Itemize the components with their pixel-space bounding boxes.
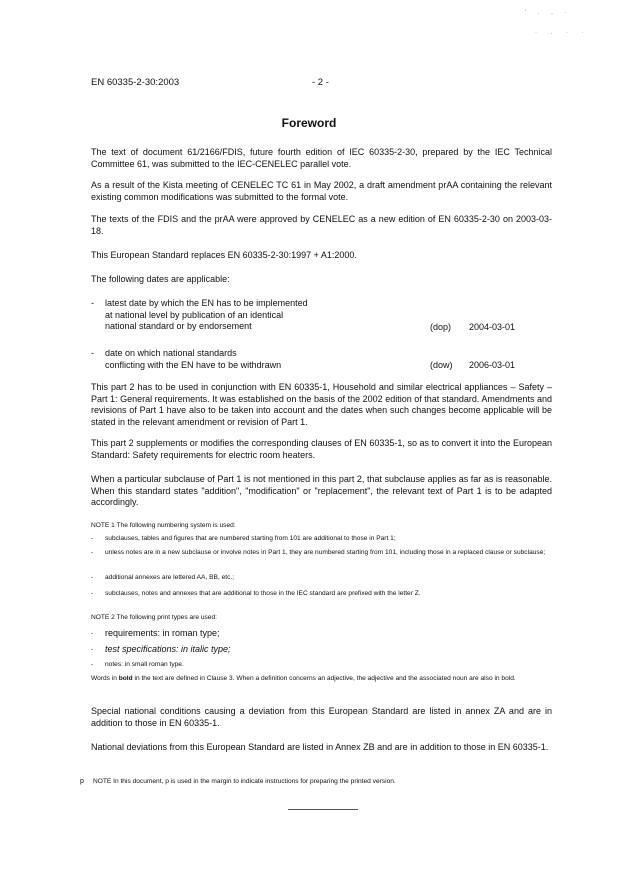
words-note-bold: bold: [118, 675, 133, 682]
words-in-bold-note: [91, 675, 556, 684]
note-1-label: NOTE 1 The following numbering system is used:: [91, 522, 236, 529]
note-2-label: NOTE 2 The following print types are used:: [91, 614, 217, 621]
date-value: 2006-03-01: [469, 360, 516, 370]
margin-letter: p: [80, 778, 84, 785]
paragraph: As a result of the Kista meeting of CENELEC TC 61 in May 2002, a draft amendment prAA containing the relevant existing common modifications was submitted to the formal vote.: [91, 180, 552, 202]
paragraph: This European Standard replaces EN 60335-2-30:1997 + A1:2000.: [91, 250, 357, 260]
note-item-notes: notes: in small roman type.: [105, 661, 184, 668]
list-item-line: date on which national standards: [105, 348, 237, 358]
list-dash: -: [91, 348, 94, 358]
list-item-line: national standard or by endorsement: [105, 321, 252, 332]
note-dash: -: [91, 630, 94, 637]
page-title: Foreword: [281, 116, 337, 130]
header-doc-id: EN 60335-2-30:2003: [91, 77, 180, 88]
words-note-prefix: Words in: [91, 675, 119, 682]
paragraph: When a particular subclause of Part 1 is not mentioned in this part 2, that subclause applies as far as is reasonable. When this standard states "addition", "modification" or "replacement", the relevant text of Part 1 is to be adapted accordingly.: [91, 474, 552, 508]
scan-specks: ' . , ·: [525, 10, 572, 16]
paragraph: National deviations from this European Standard are listed in Annex ZB and are in addition to those in EN 60335-1.: [91, 742, 549, 752]
date-code: (dop): [430, 322, 452, 332]
list-item-line: latest date by which the EN has to be implemented: [105, 298, 308, 308]
note-dash: -: [91, 574, 94, 581]
note-dash: -: [91, 646, 94, 653]
list-item: [105, 298, 308, 333]
note-dash: -: [91, 535, 94, 542]
final-note: NOTE In this document, p is used in the margin to indicate instructions for preparing the printed version.: [93, 778, 396, 785]
note-dash: -: [91, 590, 94, 597]
list-item-line: conflicting with the EN have to be withdrawn: [105, 359, 282, 370]
note-item-requirements: requirements: in roman type;: [105, 628, 220, 638]
scan-specks: · . · ·: [535, 30, 590, 36]
note-item: subclauses, tables and figures that are numbered starting from 101 are additional to those in Part 1;: [105, 535, 396, 542]
note-item-tests: test specifications: in italic type;: [105, 644, 231, 654]
list-item-line: at national level by publication of an identical: [105, 309, 284, 320]
note-dash: -: [91, 549, 94, 556]
date-value: 2004-03-01: [469, 322, 516, 332]
paragraph: The text of document 61/2166/FDIS, future fourth edition of IEC 60335-2-30, prepared by the IEC Technical Committee 61, was submitted to the IEC-CENELEC parallel vote.: [91, 147, 552, 169]
paragraph: The following dates are applicable:: [91, 274, 230, 284]
list-dash: -: [91, 298, 94, 308]
note-item: unless notes are in a new subclause or involve notes in Part 1, they are numbered starting from 101, including those in a replaced clause or subclause;: [105, 549, 546, 556]
date-code: (dow): [430, 360, 453, 370]
note-item: additional annexes are lettered AA, BB, etc.;: [105, 574, 235, 581]
words-note-suffix: in the text are defined in Clause 3. When a definition concerns an adjective, the adjective and the associated noun are also in bold.: [132, 675, 516, 682]
list-item: [105, 348, 281, 371]
header-page-number: - 2 -: [312, 77, 329, 88]
note-item: subclauses, notes and annexes that are additional to those in the IEC standard are prefixed with the letter Z.: [105, 590, 421, 597]
paragraph: Special national conditions causing a deviation from this European Standard are listed in annex ZA and are in addition to those in EN 60335-1.: [91, 706, 552, 728]
footer-rule: [288, 809, 358, 810]
paragraph: This part 2 supplements or modifies the corresponding clauses of EN 60335-1, so as to convert it into the European Standard: Safety requirements for electric room heaters.: [91, 438, 552, 460]
note-dash: -: [91, 661, 94, 668]
paragraph: This part 2 has to be used in conjunction with EN 60335-1, Household and similar electrical appliances – Safety – Part 1: General requirements. It was established on the basis of the 2002 edition of that standard. Amendments and revisions of Part 1 have also to be taken into account and the dates when such changes become applicable will be stated in the relevant amendment or revision of Part 1.: [91, 382, 552, 427]
paragraph: The texts of the FDIS and the prAA were approved by CENELEC as a new edition of EN 60335-2-30 on 2003-03-18.: [91, 214, 552, 236]
